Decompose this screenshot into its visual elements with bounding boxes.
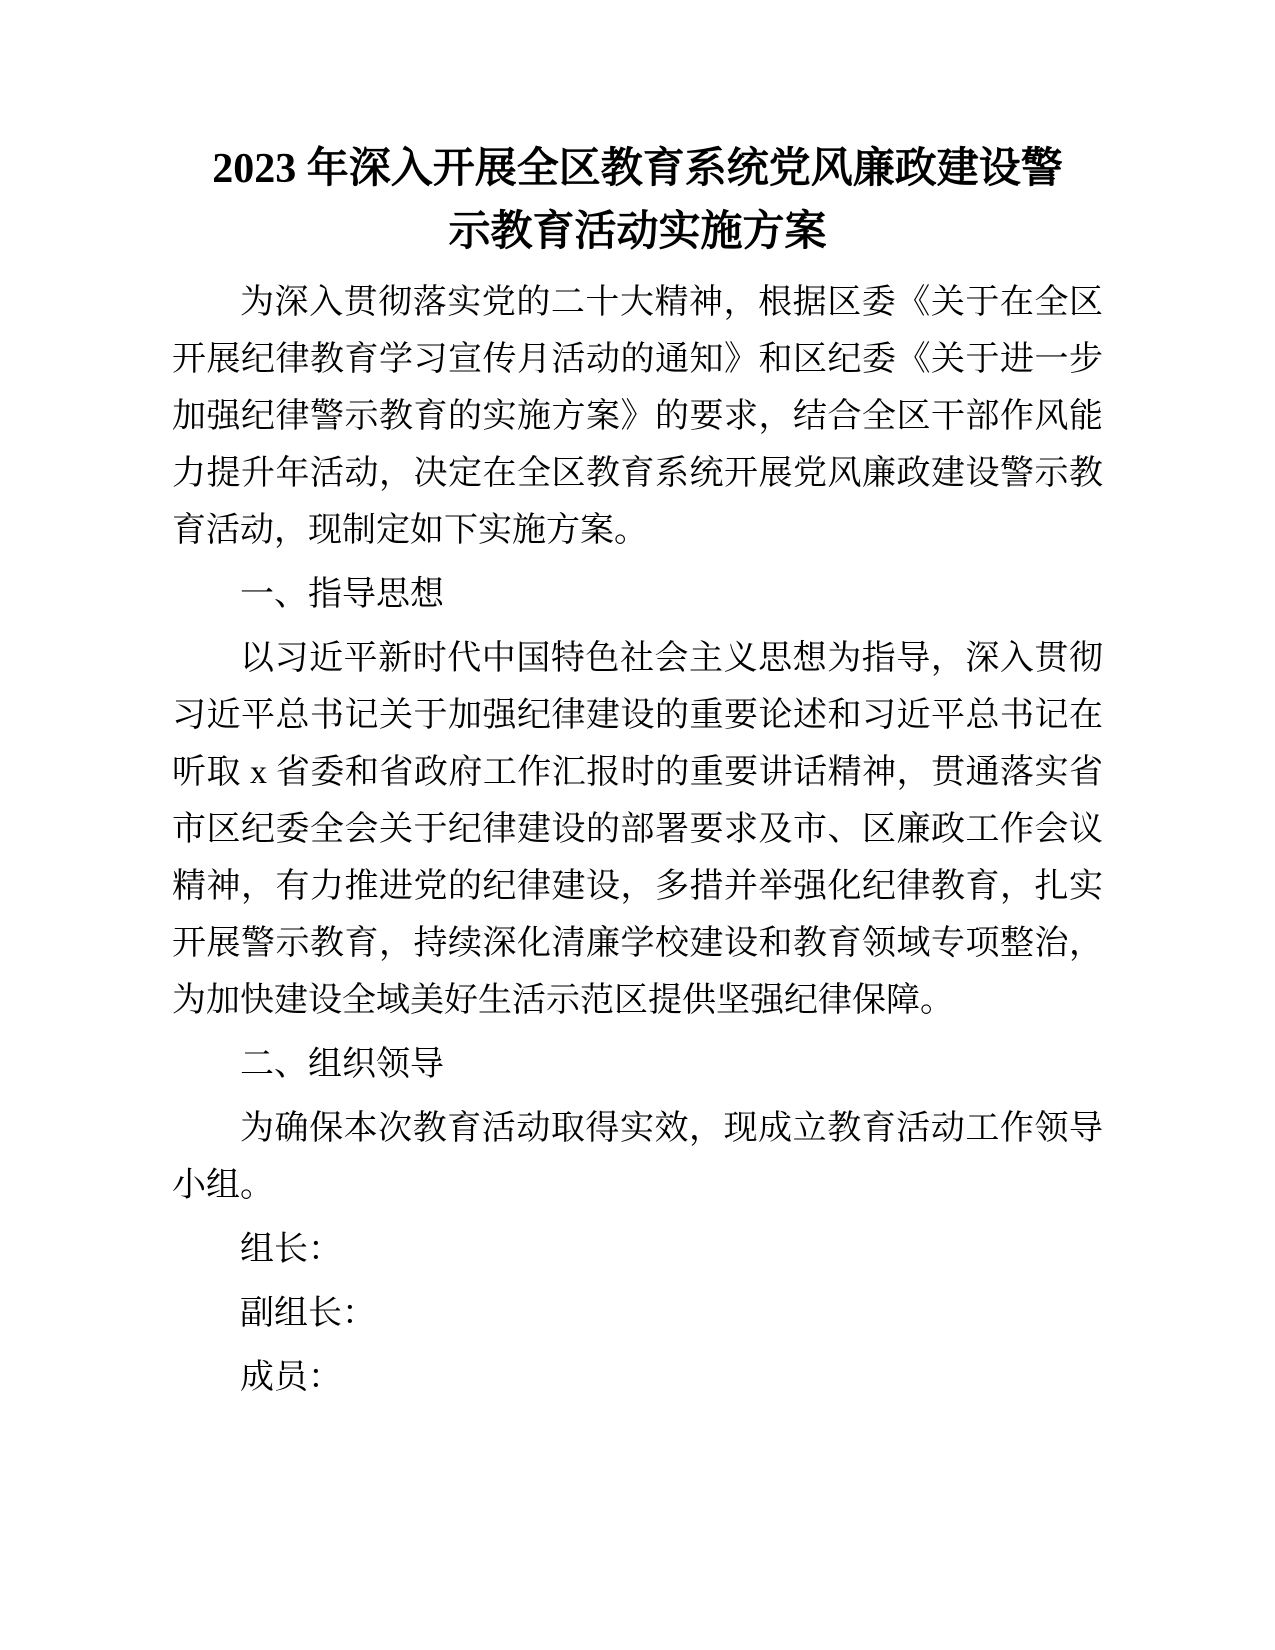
- label-group-leader: 组长：: [240, 1231, 342, 1268]
- document-title: 2023 年深入开展全区教育系统党风廉政建设警示教育活动实施方案: [212, 146, 1063, 255]
- paragraph-intro: 为深入贯彻落实党的二十大精神，根据区委《关于在全区开展纪律教育学习宣传月活动的通知》和区纪委《关于进一步加强纪律警示教育的实施方案》的要求，结合全区干部作风能力提升年活动，决定在全区教育系统开展党风廉政建设警示教育活动，现制定如下实施方案。: [172, 284, 1103, 549]
- paragraph-guiding-ideology: 以习近平新时代中国特色社会主义思想为指导，深入贯彻习近平总书记关于加强纪律建设的重要论述和习近平总书记在听取 x 省委和省政府工作汇报时的重要讲话精神，贯通落实省市区纪委全会关于纪律建设的部署要求及市、区廉政工作会议精神，有力推进党的纪律建设，多措并举强化纪律教育，扎实开展警示教育，持续深化清廉学校建设和教育领域专项整治，为加快建设全域美好生活示范区提供坚强纪律保障。: [172, 640, 1103, 1019]
- label-deputy-group-leader: 副组长：: [240, 1295, 376, 1332]
- section-heading-organization: 二、组织领导: [240, 1046, 444, 1083]
- section-heading-guiding-ideology: 一、指导思想: [240, 576, 444, 613]
- label-members: 成员：: [240, 1359, 342, 1396]
- paragraph-organization: 为确保本次教育活动取得实效，现成立教育活动工作领导小组。: [172, 1110, 1103, 1204]
